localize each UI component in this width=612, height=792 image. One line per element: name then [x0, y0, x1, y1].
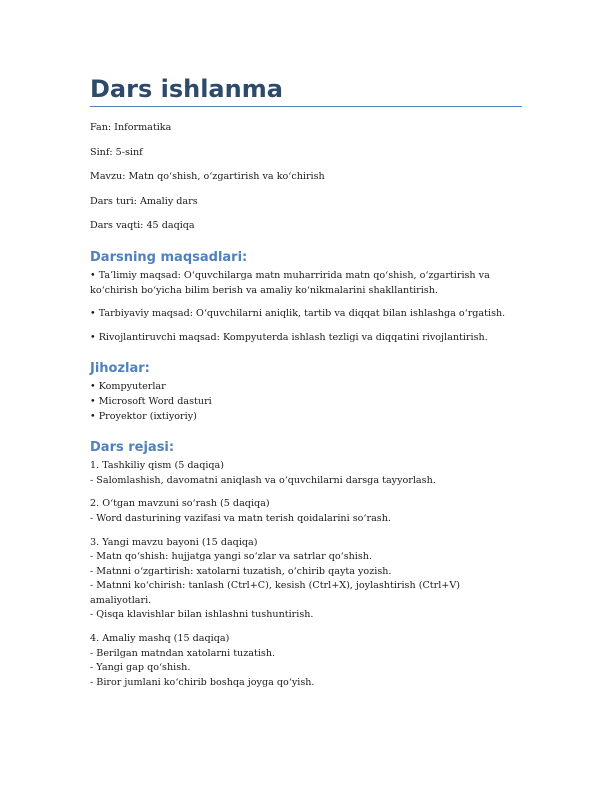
plan-step-2	[90, 497, 522, 526]
plan-step-3	[90, 536, 522, 624]
plan-step-detail: - Biror jumlani ko‘chirib boshqa joyga qo‘yish.	[90, 676, 315, 688]
meta-grade: Sinf: 5-sinf	[90, 146, 143, 158]
plan-step-4	[90, 632, 522, 690]
plan-step-detail: - Berilgan matndan xatolarni tuzatish.	[90, 647, 276, 659]
plan-step-detail: - Salomlashish, davomatni aniqlash va o‘quvchilarni darsga tayyorlash.	[90, 474, 436, 486]
goal-upbringing: • Tarbiyaviy maqsad: O‘quvchilarni aniqlik, tartib va diqqat bilan ishlashga o‘rgatish.	[90, 308, 506, 320]
meta-lesson-type: Dars turi: Amaliy dars	[90, 195, 198, 207]
equipment-item: • Kompyuterlar	[90, 381, 166, 393]
plan-step-title: 2. O‘tgan mavzuni so‘rash (5 daqiqa)	[90, 498, 270, 510]
goal-educational: • Ta’limiy maqsad: O‘quvchilarga matn muharririda matn qo‘shish, o‘zgartirish va ko‘chirish bo‘yicha bilim berish va amaliy ko‘nikmalarini shakllantirish.	[90, 269, 490, 296]
goal-developmental: • Rivojlantiruvchi maqsad: Kompyuterda ishlash tezligi va diqqatini rivojlantirish.	[90, 331, 488, 343]
plan-step-title: 3. Yangi mavzu bayoni (15 daqiqa)	[90, 536, 258, 548]
meta-subject: Fan: Informatika	[90, 122, 172, 133]
document-title: Dars ishlanma	[90, 75, 522, 107]
equipment-item: • Proyektor (ixtiyoriy)	[90, 410, 197, 422]
plan-heading: Dars rejasi:	[90, 440, 175, 456]
plan-step-detail: - Yangi gap qo‘shish.	[90, 662, 191, 674]
plan-step-detail: - Matnni ko‘chirish: tanlash (Ctrl+C), kesish (Ctrl+X), joylashtirish (Ctrl+V) amaliyotlari.	[90, 580, 461, 606]
plan-step-1	[90, 459, 522, 488]
goals-section	[90, 250, 522, 345]
plan-step-detail: - Word dasturining vazifasi va matn terish qoidalarini so‘rash.	[90, 512, 391, 524]
equipment-section	[90, 361, 522, 424]
lesson-meta	[90, 121, 522, 234]
plan-section	[90, 440, 522, 690]
plan-step-detail: - Qisqa klavishlar bilan ishlashni tushuntirish.	[90, 609, 314, 621]
meta-duration: Dars vaqti: 45 daqiqa	[90, 220, 195, 232]
equipment-item: • Microsoft Word dasturi	[90, 395, 212, 407]
meta-topic: Mavzu: Matn qo‘shish, o‘zgartirish va ko‘chirish	[90, 171, 325, 183]
plan-step-detail: - Matn qo‘shish: hujjatga yangi so‘zlar va satrlar qo‘shish.	[90, 551, 373, 563]
plan-step-detail: - Matnni o‘zgartirish: xatolarni tuzatish, o‘chirib qayta yozish.	[90, 565, 392, 577]
plan-step-title: 4. Amaliy mashq (15 daqiqa)	[90, 633, 230, 645]
goals-heading: Darsning maqsadlari:	[90, 249, 248, 265]
equipment-heading: Jihozlar:	[90, 361, 150, 377]
plan-step-title: 1. Tashkiliy qism (5 daqiqa)	[90, 460, 225, 472]
